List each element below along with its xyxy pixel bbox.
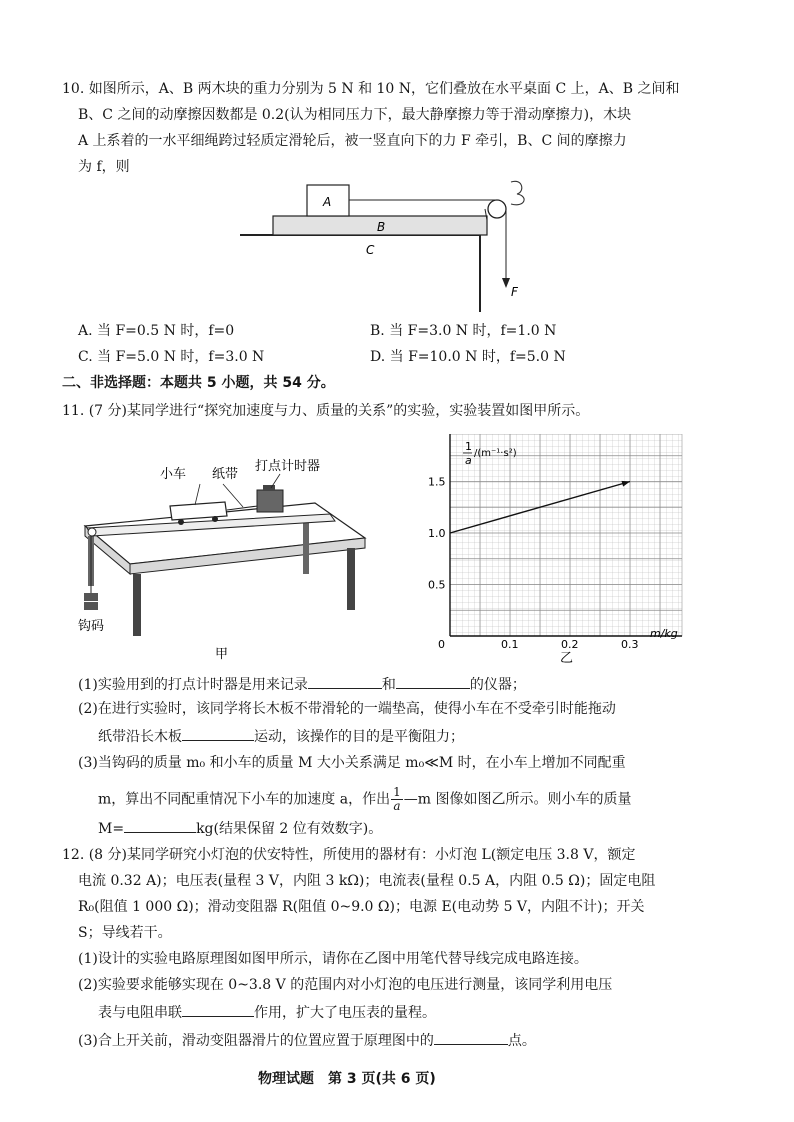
q11-blank-1[interactable] [308,674,382,689]
x-axis-label: m/kg [650,627,678,640]
q12-part3-prefix: (3)合上开关前，滑动变阻器滑片的位置应置于原理图中的 [78,1033,434,1049]
q11-apparatus-figure [75,458,375,663]
q10-block-pulley-figure [235,170,545,315]
q12-line-3: R₀(阻值 1 000 Ω)；滑动变阻器 R(阻值 0~9.0 Ω)；电源 E(电动势 5 V，内阻不计)；开关 [78,899,645,915]
q11-fraction-numerator: 1 [393,785,401,799]
q10-line-3: A 上系着的一水平细绳跨过轻质定滑轮后，被一竖直向下的力 F 牵引，B、C 间的摩擦力 [78,133,627,149]
q11-part3-suffix: —m 图像如图乙所示。则小车的质量 [403,791,632,808]
tape-pointer [223,484,243,507]
y-tick-label-2: 1.5 [428,475,446,489]
y-label-denominator: a [465,454,472,467]
q10-line-2: B、C 之间的动摩擦因数都是 0.2(认为相同压力下，最大静摩擦力等于滑动摩擦力)，木块 [78,107,632,123]
x-tick-label-2: 0.3 [621,638,639,651]
q10-option-c: C. 当 F=5.0 N 时，f=3.0 N [78,349,265,365]
timer-top [263,485,275,491]
q12-part2-line2 [98,1002,436,1022]
graph-origin: 0 [438,638,445,651]
y-tick-label-1: 1.0 [428,527,446,540]
q11-part3-line1: (3)当钩码的质量 m₀ 和小车的质量 M 大小关系满足 m₀≪M 时，在小车上增加不同配重 [78,755,626,771]
label-cart: 小车 [160,467,187,482]
label-weights: 钩码 [78,619,105,634]
table-leg-front-right [347,548,355,610]
y-label-unit: /(m⁻¹·s²) [474,448,517,459]
pulley-mount [511,181,524,205]
q11-intro: 11. (7 分)某同学进行“探究加速度与力、质量的关系”的实验，实验装置如图甲所示。 [62,403,590,419]
q12-part2-prefix: 表与电阻串联 [98,1005,182,1021]
q11-part1 [78,674,526,694]
table-leg-front-left [133,574,141,636]
q10-line-1: 10. 如图所示，A、B 两木块的重力分别为 5 N 和 10 N，它们叠放在水平桌面 C 上，A、B 之间和 [62,81,680,97]
caption-yi: 乙 [560,651,574,664]
q11-part3-prefix: m，算出不同配重情况下小车的加速度 a，作出 [98,791,391,808]
q11-mass-suffix: kg(结果保留 2 位有效数字)。 [196,821,383,837]
force-arrow-head [502,278,510,288]
q11-graph-figure [420,434,690,664]
q11-part3-line3 [98,818,382,838]
q11-part2-suffix: 运动，该操作的目的是平衡阻力； [254,729,464,745]
label-b: B [377,220,386,234]
q12-blank-1[interactable] [182,1002,254,1017]
q10-option-d: D. 当 F=10.0 N 时，f=5.0 N [370,349,566,365]
weight-2 [84,602,98,610]
cart-wheel-2 [212,516,218,522]
q10-line-4: 为 f，则 [78,159,130,175]
q11-fraction [391,786,403,813]
section-2-heading: 二、非选择题：本题共 5 小题，共 54 分。 [62,375,335,391]
cart-pointer [195,484,200,505]
table-pulley [88,528,96,536]
q11-fraction-denominator: a [393,799,401,813]
y-label-numerator: 1 [465,440,472,453]
label-tape: 纸带 [212,467,239,482]
page-footer: 物理试题 第 3 页(共 6 页) [258,1071,436,1087]
timer-device [257,490,283,512]
q12-line-2: 电流 0.32 A)；电压表(量程 3 V，内阻 3 kΩ)；电流表(量程 0.5 A，内阻 0.5 Ω)；固定电阻 [78,873,656,889]
q11-part1-prefix: (1)实验用到的打点计时器是用来记录 [78,677,308,693]
q12-blank-2[interactable] [434,1030,508,1045]
q11-blank-2[interactable] [396,674,470,689]
table-leg-back-right [303,518,309,574]
label-f: F [511,285,518,299]
q11-part1-mid: 和 [381,677,396,693]
q10-option-b: B. 当 F=3.0 N 时，f=1.0 N [370,323,557,339]
q12-part3-suffix: 点。 [507,1033,536,1049]
y-tick-label-0: 0.5 [428,578,446,592]
q11-mass-prefix: M= [98,821,125,837]
q12-part2-suffix: 作用，扩大了电压表的量程。 [254,1005,436,1021]
q11-part2-line1: (2)在进行实验时，该同学将长木板不带滑轮的一端垫高，使得小车在不受牵引时能拖动 [78,701,616,717]
label-c: C [366,243,375,257]
q12-line-4: S；导线若干。 [78,925,172,941]
caption-jia: 甲 [215,647,229,662]
q11-blank-3[interactable] [182,726,254,741]
q10-option-a: A. 当 F=0.5 N 时，f=0 [78,323,235,339]
pulley [488,200,506,218]
q11-part2-prefix: 纸带沿长木板 [98,729,182,745]
q12-line-1: 12. (8 分)某同学研究小灯泡的伏安特性，所使用的器材有：小灯泡 L(额定电压 3.8 V，额定 [62,847,636,863]
q11-part1-suffix: 的仪器； [469,677,526,693]
label-a: A [323,195,332,209]
q11-blank-4[interactable] [124,818,196,833]
q11-part2-line2 [98,726,464,746]
q11-part3-line2 [98,786,631,813]
label-timer: 打点计时器 [255,459,321,474]
q12-part3 [78,1030,536,1050]
weight-1 [84,593,98,601]
q12-part1: (1)设计的实验电路原理图如图甲所示，请你在乙图中用笔代替导线完成电路连接。 [78,951,588,967]
q12-part2-line1: (2)实验要求能够实现在 0~3.8 V 的范围内对小灯泡的电压进行测量，该同学利用电压 [78,977,613,993]
grid-paper [450,434,682,636]
cart-wheel-1 [178,519,184,525]
x-tick-label-1: 0.2 [561,638,579,651]
x-tick-label-0: 0.1 [501,638,519,651]
timer-pointer [271,474,280,488]
